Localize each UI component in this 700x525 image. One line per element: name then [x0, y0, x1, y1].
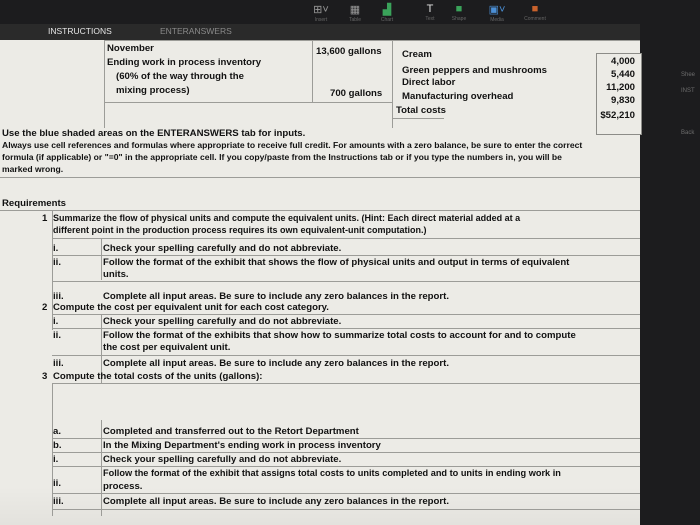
side-panel-item[interactable]: Shee: [681, 72, 696, 78]
completion-label-cont: mixing process): [116, 85, 190, 96]
sub-mark: iii.: [53, 496, 64, 507]
insert-button[interactable]: ⊞˅ Insert: [313, 4, 329, 23]
req-2-text: Compute the cost per equivalent unit for each cost category.: [53, 302, 329, 313]
sub-text: Check your spelling carefully and do not abbreviate.: [103, 243, 342, 254]
req-number: 3: [42, 371, 48, 382]
gallons-value-2: 700 gallons: [330, 88, 383, 99]
completion-label: (60% of the way through the: [116, 71, 244, 82]
comment-button[interactable]: ■ Comment: [524, 3, 546, 22]
table-button[interactable]: ▦ Table: [349, 4, 361, 23]
req-3-text: Compute the total costs of the units (gallons):: [53, 371, 263, 382]
sub-text-cont: the cost per equivalent unit.: [103, 342, 231, 353]
cost-value-peppers: 5,440: [610, 69, 635, 80]
shape-button[interactable]: ■ Shape: [451, 3, 467, 22]
sub-mark: b.: [53, 440, 62, 451]
sub-mark: i.: [53, 243, 59, 254]
cost-value-labor: 11,200: [606, 82, 635, 93]
shape-icon: ■: [455, 3, 463, 15]
req-1-text: Summarize the flow of physical units and compute the equivalent units. (Hint: Each direct material added at a: [53, 213, 521, 223]
sub-text: Complete all input areas. Be sure to include any zero balances in the report.: [103, 291, 449, 302]
sub-text: Check your spelling carefully and do not abbreviate.: [103, 316, 342, 327]
sub-text: Follow the format of the exhibits that show how to summarize total costs to account for and to compute: [103, 330, 576, 341]
cost-value-total: $52,210: [600, 110, 635, 121]
instruction-line: marked wrong.: [2, 164, 64, 174]
spreadsheet-canvas[interactable]: [0, 40, 640, 525]
requirements-heading: Requirements: [2, 198, 66, 209]
text-icon: T: [426, 3, 434, 15]
req-1-text-cont: different point in the production process requires its own equivalent-unit computation.): [53, 225, 427, 235]
app-toolbar: [0, 0, 700, 24]
sub-text: In the Mixing Department's ending work in process inventory: [103, 440, 381, 451]
table-icon: ▦: [349, 4, 361, 16]
cost-item-cream: Cream: [402, 49, 432, 60]
instruction-line: formula (if applicable) or "=0" in the appropriate cell. If you copy/paste from the Instructions tab or if you type the numbers in, you will be: [2, 152, 562, 162]
req-number: 2: [42, 302, 48, 313]
gallons-value-1: 13,600 gallons: [316, 46, 382, 57]
period-label: November: [107, 43, 154, 54]
sub-text: Check your spelling carefully and do not abbreviate.: [103, 454, 342, 465]
cost-item-peppers: Green peppers and mushrooms: [402, 65, 548, 76]
instruction-line: Use the blue shaded areas on the ENTERANSWERS tab for inputs.: [2, 128, 306, 139]
sub-text: Follow the format of the exhibit that shows the flow of physical units and output in terms of equivalent: [103, 257, 570, 268]
sub-mark: i.: [53, 316, 59, 327]
sub-mark: i.: [53, 454, 59, 465]
text-button[interactable]: T Text: [425, 3, 435, 22]
sub-text: Follow the format of the exhibit that assigns total costs to units completed and to units in ending work in: [103, 468, 561, 478]
sub-text-cont: process.: [103, 481, 143, 492]
sub-mark: a.: [53, 426, 62, 437]
cost-item-overhead: Manufacturing overhead: [402, 91, 514, 102]
chart-icon: ▟: [382, 4, 392, 16]
sub-mark: iii.: [53, 291, 64, 302]
cost-item-labor: Direct labor: [402, 77, 456, 88]
ending-wip-label: Ending work in process inventory: [107, 57, 262, 68]
chart-button[interactable]: ▟ Chart: [380, 4, 394, 23]
media-button[interactable]: ▣˅ Media: [488, 4, 506, 23]
sub-mark: iii.: [53, 358, 64, 369]
side-panel-item[interactable]: Back: [681, 130, 695, 136]
sub-text: Complete all input areas. Be sure to include any zero balances in the report.: [103, 358, 449, 369]
sub-mark: ii.: [53, 330, 61, 341]
insert-icon: ⊞˅: [313, 4, 329, 16]
instruction-line: Always use cell references and formulas where appropriate to receive full credit. For amounts with a zero balance, be sure to enter the correct: [2, 140, 583, 150]
sub-text: Completed and transferred out to the Retort Department: [103, 426, 359, 437]
media-icon: ▣˅: [488, 4, 506, 16]
sub-mark: ii.: [53, 257, 61, 268]
cost-value-overhead: 9,830: [610, 95, 635, 106]
cost-item-total: Total costs: [396, 105, 446, 116]
side-panel-item[interactable]: INST: [681, 88, 695, 94]
sub-text-cont: units.: [103, 269, 129, 280]
sheets-side-panel: [640, 0, 700, 525]
cost-values-box: [596, 53, 642, 135]
req-number: 1: [42, 213, 48, 224]
tab-enteranswers[interactable]: ENTERANSWERS: [160, 26, 232, 36]
sub-mark: ii.: [53, 478, 61, 489]
comment-icon: ■: [531, 3, 539, 15]
sub-text: Complete all input areas. Be sure to include any zero balances in the report.: [103, 496, 449, 507]
cost-value-cream: 4,000: [610, 56, 635, 67]
sheet-tab-bar: [0, 24, 640, 40]
tab-instructions[interactable]: INSTRUCTIONS: [48, 26, 112, 36]
